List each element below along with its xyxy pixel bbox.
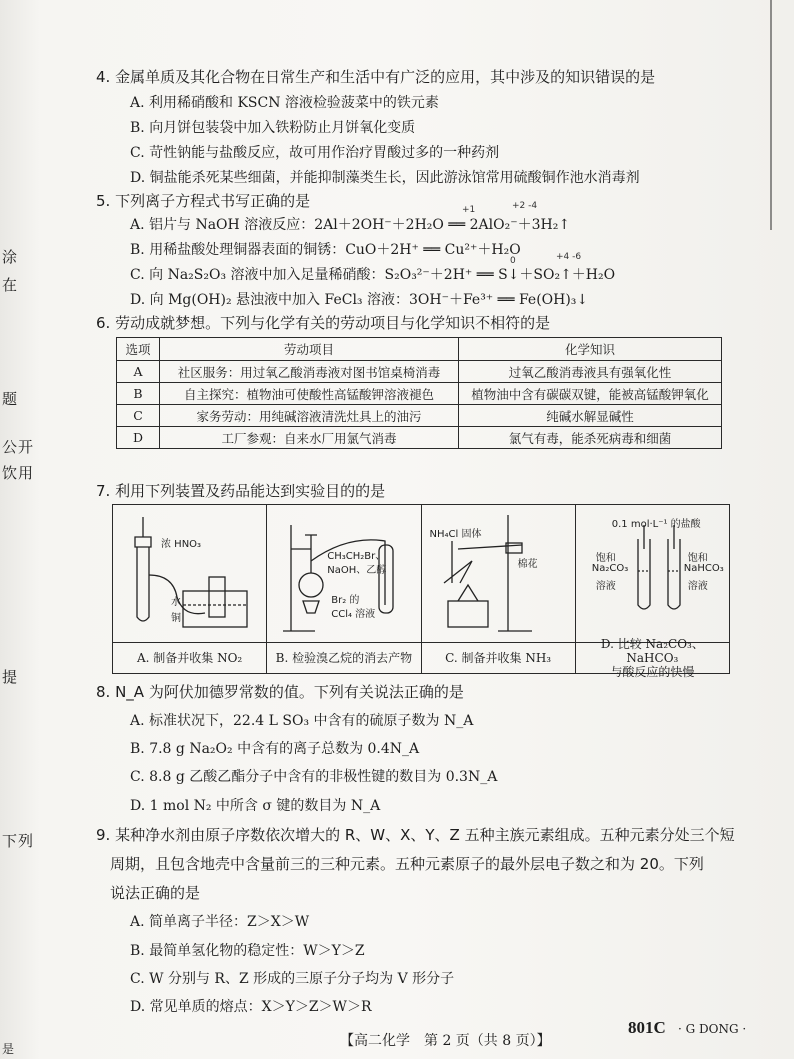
- apparatus-caption-c: C. 制备并收集 NH₃: [422, 642, 575, 673]
- question-5-option-c: C. 向 Na₂S₂O₃ 溶液中加入足量稀硝酸：S₂O₃²⁻＋2H⁺ ══ S↓＋SO₂↑＋H₂O: [130, 267, 616, 283]
- edge-fragment: 是: [2, 1042, 16, 1056]
- table-cell: 植物油中含有碳碳双键，能被高锰酸钾氧化: [459, 383, 722, 405]
- table-cell: 工厂参观：自来水厂用氯气消毒: [160, 427, 459, 449]
- edge-fragment: 下列: [2, 832, 35, 850]
- apparatus-panel-a: [113, 505, 267, 673]
- table-header-row: [117, 338, 722, 361]
- table-cell: B: [117, 383, 160, 405]
- table-header: 选项: [117, 338, 160, 361]
- table-cell: 氯气有毒，能杀死病毒和细菌: [459, 427, 722, 449]
- question-5-option-a: A. 铝片与 NaOH 溶液反应：2Al＋2OH⁻＋2H₂O ══ 2AlO₂⁻＋3H₂↑: [130, 217, 571, 233]
- question-7-stem: 7. 利用下列装置及药品能达到实验目的的是: [96, 482, 386, 500]
- table-header: 劳动项目: [160, 338, 459, 361]
- apparatus-label: 水: [171, 597, 181, 608]
- apparatus-label: 溶液: [595, 581, 616, 592]
- question-8-option-b: B. 7.8 g Na₂O₂ 中含有的离子总数为 0.4N_A: [130, 741, 420, 757]
- question-4-option-a: A. 利用稀硝酸和 KSCN 溶液检验菠菜中的铁元素: [130, 95, 439, 111]
- table-row: [117, 361, 722, 383]
- question-9-option-b: B. 最简单氢化物的稳定性：W＞Y＞Z: [130, 943, 365, 959]
- question-4-option-d: D. 铜盐能杀死某些细菌，并能抑制藻类生长，因此游泳馆常用硫酸铜作池水消毒剂: [130, 170, 640, 186]
- question-8-option-c: C. 8.8 g 乙酸乙酯分子中含有的非极性键的数目为 0.3N_A: [130, 769, 498, 785]
- question-9-option-d: D. 常见单质的熔点：X＞Y＞Z＞W＞R: [130, 999, 372, 1015]
- table-row: [117, 427, 722, 449]
- apparatus-label: 浓 HNO₃: [161, 539, 202, 550]
- brand-mark: · G DONG ·: [678, 1022, 747, 1036]
- apparatus-label: NH₄Cl 固体: [429, 529, 482, 540]
- table-cell: 社区服务：用过氧乙酸消毒液对图书馆桌椅消毒: [160, 361, 459, 383]
- question-9-stem: 9. 某种净水剂由原子序数依次增大的 R、W、X、Y、Z 五种主族元素组成。五种元素分处三个短: [96, 826, 735, 844]
- apparatus-label: NaOH、乙醇: [327, 565, 387, 576]
- question-9-option-a: A. 简单离子半径：Z＞X＞W: [130, 914, 310, 930]
- apparatus-label: 溶液: [687, 581, 708, 592]
- question-7-apparatus-figure: [112, 504, 730, 679]
- apparatus-a-drawing: [113, 505, 266, 643]
- apparatus-panel-b: [267, 505, 421, 673]
- table-row: [117, 383, 722, 405]
- table-cell: C: [117, 405, 160, 427]
- question-5-option-d: D. 向 Mg(OH)₂ 悬浊液中加入 FeCl₃ 溶液：3OH⁻＋Fe³⁺ ══ Fe(OH)₃↓: [130, 292, 589, 308]
- apparatus-label: 棉花: [517, 559, 538, 570]
- handwritten-note: +1: [462, 205, 476, 215]
- apparatus-caption-a: A. 制备并收集 NO₂: [113, 642, 266, 673]
- handwritten-note: +4 -6: [556, 252, 582, 262]
- question-4-option-b: B. 向月饼包装袋中加入铁粉防止月饼氧化变质: [130, 120, 416, 136]
- question-6-table: [116, 337, 722, 449]
- edge-fragment: 饮用: [2, 464, 35, 482]
- apparatus-caption-b: B. 检验溴乙烷的消去产物: [267, 642, 420, 673]
- question-9-stem: 周期，且包含地壳中含量前三的三种元素。五种元素原子的最外层电子数之和为 20。下列: [110, 855, 704, 873]
- question-5-stem: 5. 下列离子方程式书写正确的是: [96, 192, 311, 210]
- table-header: 化学知识: [459, 338, 722, 361]
- table-cell: D: [117, 427, 160, 449]
- exam-code: 801C: [628, 1018, 666, 1037]
- apparatus-label: CH₃CH₂Br、: [327, 551, 386, 562]
- question-9-option-c: C. W 分别与 R、Z 形成的三原子分子均为 V 形分子: [130, 971, 455, 987]
- apparatus-label: NaHCO₃: [683, 563, 724, 574]
- apparatus-label: 饱和: [595, 553, 616, 564]
- caption-line: 与酸反应的快慢: [610, 665, 695, 679]
- table-cell: 家务劳动：用纯碱溶液清洗灶具上的油污: [160, 405, 459, 427]
- handwritten-note: 0: [510, 256, 516, 266]
- edge-fragment: 在: [2, 276, 19, 294]
- table-cell: 过氧乙酸消毒液具有强氧化性: [459, 361, 722, 383]
- question-9-stem: 说法正确的是: [110, 884, 201, 902]
- apparatus-label: Na₂CO₃: [591, 563, 629, 574]
- apparatus-label: CCl₄ 溶液: [331, 609, 376, 620]
- apparatus-panel-d: [576, 505, 729, 679]
- question-8-option-a: A. 标准状况下，22.4 L SO₃ 中含有的硫原子数为 N_A: [130, 713, 474, 729]
- table-cell: 自主探究：植物油可使酸性高锰酸钾溶液褪色: [160, 383, 459, 405]
- apparatus-caption-d: [576, 637, 729, 679]
- question-4-option-c: C. 苛性钠能与盐酸反应，故可用作治疗胃酸过多的一种药剂: [130, 145, 500, 161]
- edge-fragment: 公开: [2, 438, 35, 456]
- edge-fragment: 题: [2, 390, 19, 408]
- page-fold-line: [770, 0, 772, 230]
- edge-fragment: 提: [2, 668, 19, 686]
- question-8-stem: 8. N_A 为阿伏加德罗常数的值。下列有关说法正确的是: [96, 683, 464, 701]
- question-6-stem: 6. 劳动成就梦想。下列与化学有关的劳动项目与化学知识不相符的是: [96, 314, 551, 332]
- apparatus-label: Br₂ 的: [331, 595, 360, 606]
- question-4-stem: 4. 金属单质及其化合物在日常生产和生活中有广泛的应用，其中涉及的知识错误的是: [96, 68, 656, 86]
- question-8-option-d: D. 1 mol N₂ 中所含 σ 键的数目为 N_A: [130, 798, 381, 814]
- edge-fragment: 涂: [2, 248, 19, 266]
- table-cell: 纯碱水解显碱性: [459, 405, 722, 427]
- question-5-option-b: B. 用稀盐酸处理铜器表面的铜锈：CuO＋2H⁺ ══ Cu²⁺＋H₂O: [130, 242, 521, 258]
- apparatus-panel-c: [422, 505, 576, 673]
- table-cell: A: [117, 361, 160, 383]
- apparatus-label: 铜: [171, 613, 181, 624]
- apparatus-label: 饱和: [687, 553, 708, 564]
- apparatus-label: 0.1 mol·L⁻¹ 的盐酸: [611, 519, 701, 530]
- table-row: [117, 405, 722, 427]
- handwritten-note: +2 -4: [512, 201, 538, 211]
- caption-line: D. 比较 Na₂CO₃、NaHCO₃: [600, 637, 704, 665]
- page-footer: 【高二化学 第 2 页（共 8 页）】: [340, 1033, 551, 1049]
